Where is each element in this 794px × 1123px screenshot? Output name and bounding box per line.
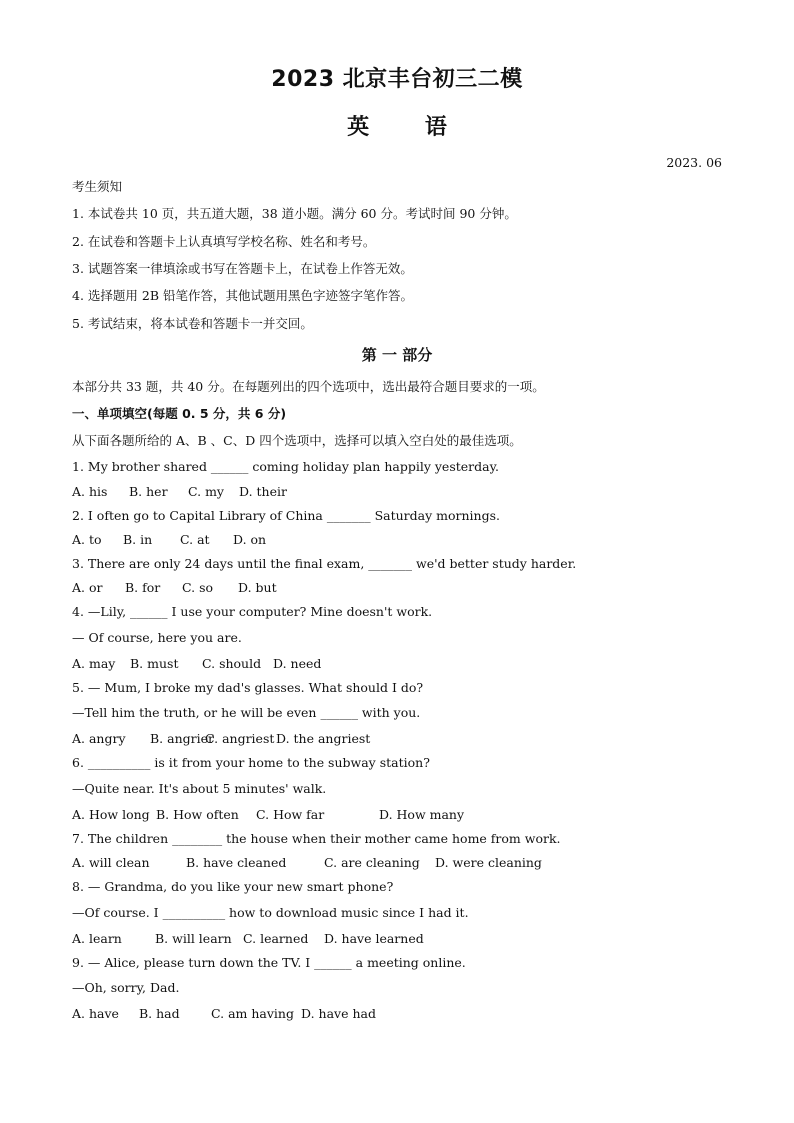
part-title: 第 一 部分 [361,346,433,364]
question-text: 6. __________ is it from your home to the subway station? [72,755,430,770]
option-b: B. had [139,1006,180,1021]
question-text: —Quite near. It's about 5 minutes' walk. [72,781,327,796]
question-text: —Oh, sorry, Dad. [72,980,180,995]
part-intro: 本部分共 33 题，共 40 分。在每题列出的四个选项中，选出最符合题目要求的一项。 [72,379,545,394]
question-text: 5. — Mum, I broke my dad's glasses. What should I do? [72,680,424,695]
option-d: D. need [273,656,322,671]
notice-item: 2. 在试卷和答题卡上认真填写学校名称、姓名和考号。 [72,234,376,249]
option-d: D. How many [379,807,465,822]
option-a: A. have [72,1006,119,1021]
question-text: 9. — Alice, please turn down the TV. I ______ a meeting online. [72,955,466,970]
option-d: D. but [238,580,277,595]
option-b: B. will learn [155,931,232,946]
option-a: A. to [72,532,102,547]
option-c: C. are cleaning [324,855,420,870]
question-text: — Of course, here you are. [72,630,242,645]
option-b: B. angrier [150,731,214,746]
option-a: A. may [72,656,116,671]
option-c: C. should [202,656,262,671]
option-c: C. am having [211,1006,294,1021]
option-a: A. angry [72,731,126,746]
subject-title: 英 语 [347,115,447,140]
question-text: 1. My brother shared ______ coming holiday plan happily yesterday. [72,459,499,474]
option-d: D. the angriest [276,731,371,746]
option-b: B. her [129,484,168,499]
notice-item: 4. 选择题用 2B 铅笔作答，其他试题用黑色字迹签字笔作答。 [72,288,413,303]
option-a: A. will clean [72,855,150,870]
option-b: B. for [125,580,161,595]
option-a: A. or [72,580,103,595]
notice-heading: 考生须知 [72,179,123,194]
notice-item: 1. 本试卷共 10 页，共五道大题，38 道小题。满分 60 分。考试时间 90 分钟。 [72,206,517,221]
option-d: D. on [233,532,267,547]
exam-date: 2023. 06 [666,155,722,170]
question-text: 2. I often go to Capital Library of China _______ Saturday mornings. [72,508,500,523]
notice-item: 5. 考试结束，将本试卷和答题卡一并交回。 [72,316,313,331]
option-b: B. have cleaned [186,855,287,870]
option-b: B. How often [156,807,239,822]
option-c: C. at [180,532,210,547]
option-a: A. How long [72,807,150,822]
section-heading: 一、单项填空(每题 0. 5 分，共 6 分) [72,406,287,421]
option-a: A. learn [72,931,122,946]
option-c: C. so [182,580,214,595]
option-a: A. his [72,484,108,499]
option-d: D. were cleaning [435,855,542,870]
option-d: D. their [239,484,287,499]
option-c: C. angriest [205,731,275,746]
option-d: D. have had [301,1006,376,1021]
option-c: C. learned [243,931,309,946]
option-b: B. must [130,656,179,671]
exam-title: 2023 北京丰台初三二模 [271,67,523,92]
option-c: C. my [188,484,224,499]
option-d: D. have learned [324,931,424,946]
question-text: —Tell him the truth, or he will be even ______ with you. [72,705,421,720]
notice-item: 3. 试题答案一律填涂或书写在答题卡上，在试卷上作答无效。 [72,261,413,276]
question-text: 8. — Grandma, do you like your new smart phone? [72,879,394,894]
question-text: 7. The children ________ the house when their mother came home from work. [72,831,561,846]
section-instruction: 从下面各题所给的 A、B 、C、D 四个选项中，选择可以填入空白处的最佳选项。 [72,433,522,448]
question-text: —Of course. I __________ how to download music since I had it. [72,905,469,920]
option-b: B. in [123,532,153,547]
option-c: C. How far [256,807,325,822]
question-text: 3. There are only 24 days until the final exam, _______ we'd better study harder. [72,556,577,571]
question-text: 4. —Lily, ______ I use your computer? Mine doesn't work. [72,604,433,619]
